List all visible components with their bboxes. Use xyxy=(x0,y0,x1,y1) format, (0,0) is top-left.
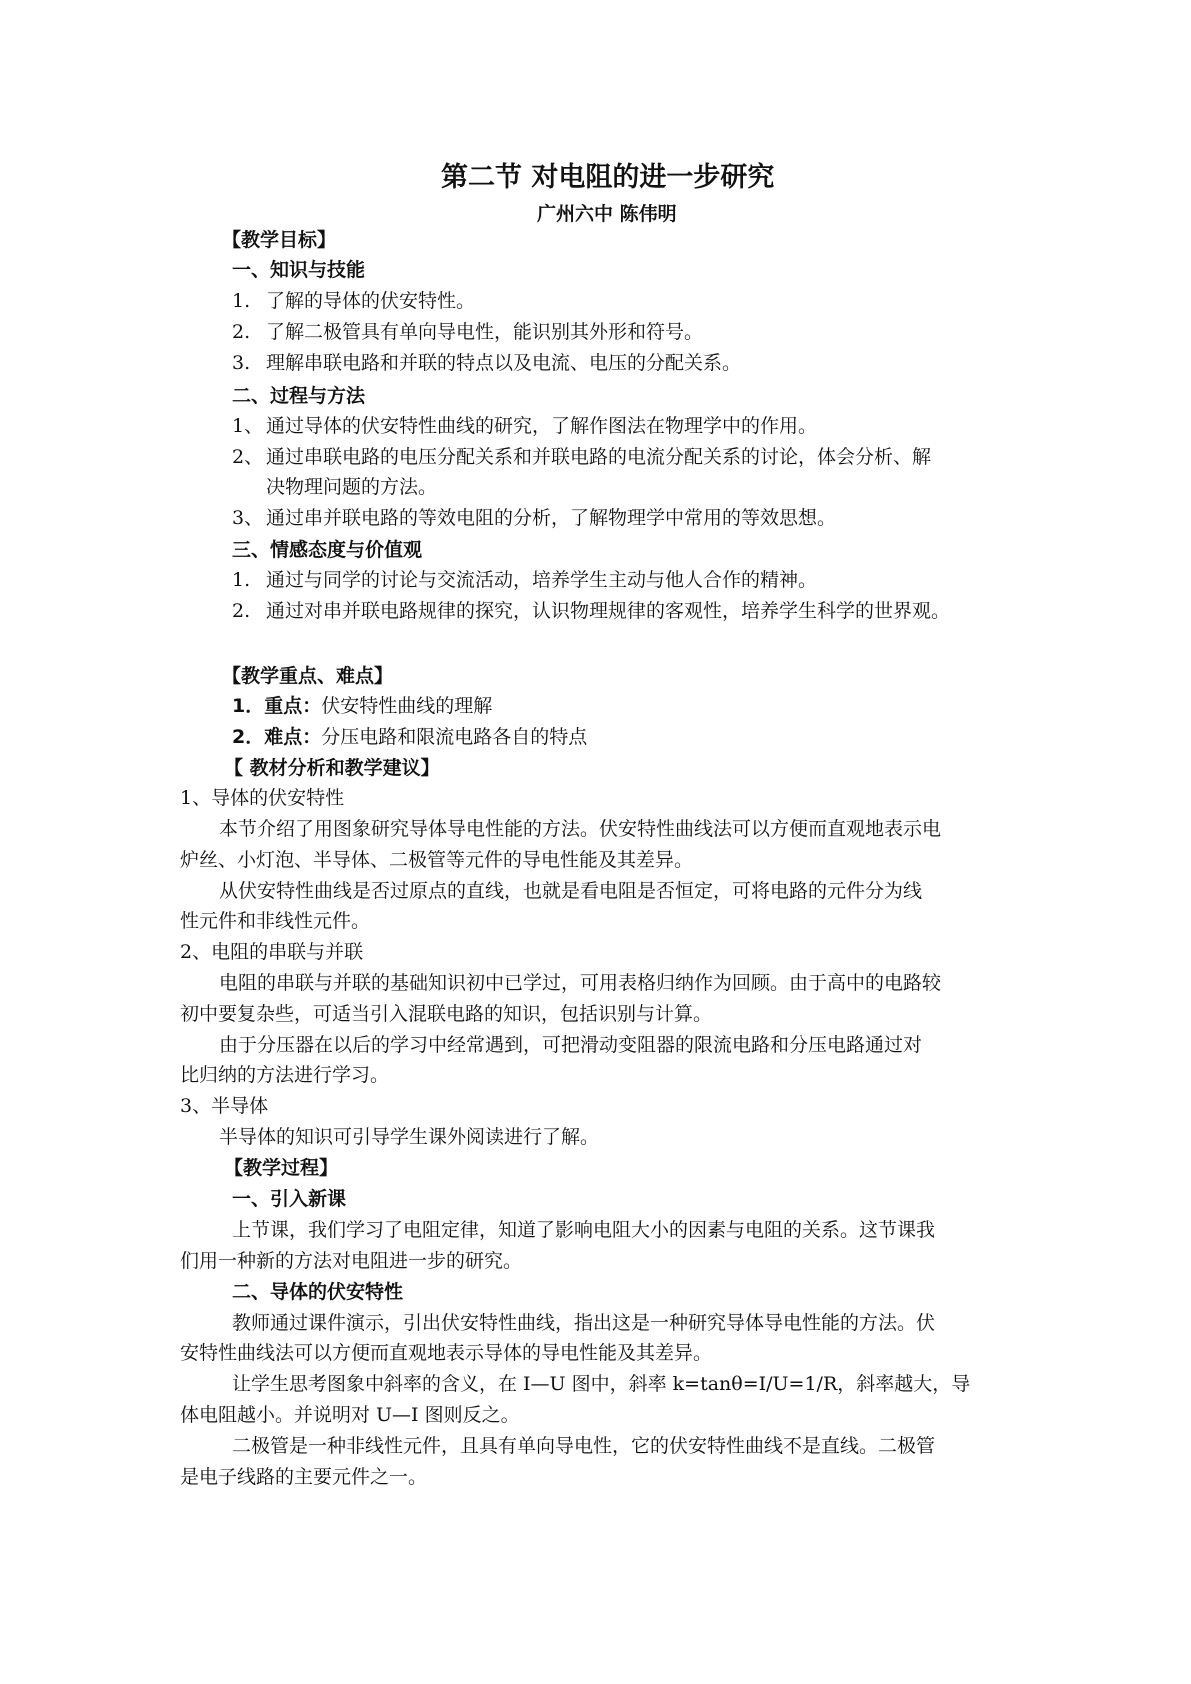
analysis-heading: 【 教材分析和教学建议】 xyxy=(224,757,440,779)
keypoint-item xyxy=(232,693,492,719)
item-text: 了解二极管具有单向导电性，能识别其外形和符号。 xyxy=(266,321,704,343)
item-number: 2. xyxy=(232,321,251,343)
paragraph-line: 教师通过课件演示，引出伏安特性曲线，指出这是一种研究导体导电性能的方法。伏 xyxy=(232,1312,936,1334)
paragraph-line: 体电阻越小。并说明对 U—I 图则反之。 xyxy=(180,1404,520,1426)
goals-sec3-heading: 三、情感态度与价值观 xyxy=(232,539,423,561)
paragraph-line: 半导体的知识可引导学生课外阅读进行了解。 xyxy=(219,1126,600,1148)
analysis-s2-title: 2、电阻的串联与并联 xyxy=(180,941,364,963)
paragraph-line: 让学生思考图象中斜率的含义，在 I—U 图中，斜率 k=tanθ=I/U=1/R，斜率越大，导 xyxy=(232,1373,971,1395)
goals-sec1-item xyxy=(232,350,741,376)
item-text: 通过串并联电路的等效电阻的分析，了解物理学中常用的等效思想。 xyxy=(266,507,837,529)
item-number: 3、 xyxy=(232,507,264,529)
process-heading: 【教学过程】 xyxy=(224,1157,339,1179)
goals-sec3-item xyxy=(232,567,817,593)
goals-sec2-item xyxy=(232,413,817,439)
analysis-s1-title: 1、导体的伏安特性 xyxy=(180,787,345,809)
goals-sec1-item xyxy=(232,288,475,314)
author-line: 广州六中 陈伟明 xyxy=(537,203,677,225)
item-number: 2、 xyxy=(232,446,264,468)
item-text: 通过与同学的讨论与交流活动，培养学生主动与他人合作的精神。 xyxy=(266,569,818,591)
paragraph-line: 是电子线路的主要元件之一。 xyxy=(180,1466,428,1488)
goals-sec1-item xyxy=(232,319,703,345)
paragraph-line: 上节课，我们学习了电阻定律，知道了影响电阻大小的因素与电阻的关系。这节课我 xyxy=(232,1219,936,1241)
keypoint-label: 2．难点： xyxy=(232,726,322,748)
keypoint-item xyxy=(232,724,587,750)
item-number: 2. xyxy=(232,600,251,622)
paragraph-line: 由于分压器在以后的学习中经常遇到，可把滑动变阻器的限流电路和分压电路通过对 xyxy=(219,1034,923,1056)
keypoint-text: 伏安特性曲线的理解 xyxy=(321,695,493,717)
item-number: 1. xyxy=(232,290,251,312)
item-number: 3. xyxy=(232,352,251,374)
item-number: 1. xyxy=(232,569,251,591)
keypoint-label: 1．重点： xyxy=(232,695,322,717)
goals-sec1-heading: 一、知识与技能 xyxy=(232,259,366,281)
item-text: 了解的导体的伏安特性。 xyxy=(266,290,476,312)
keypoint-text: 分压电路和限流电路各自的特点 xyxy=(321,726,588,748)
item-text-continued: 决物理问题的方法。 xyxy=(266,476,438,498)
paragraph-line: 电阻的串联与并联的基础知识初中已学过，可用表格归纳作为回顾。由于高中的电路较 xyxy=(219,972,942,994)
goals-heading: 【教学目标】 xyxy=(222,229,337,251)
goals-sec3-item xyxy=(232,598,950,624)
goals-sec2-item xyxy=(232,444,931,470)
keypoints-heading: 【教学重点、难点】 xyxy=(222,665,394,687)
paragraph-line: 本节介绍了用图象研究导体导电性能的方法。伏安特性曲线法可以方便而直观地表示电 xyxy=(219,818,942,840)
item-text: 通过对串并联电路规律的探究，认识物理规律的客观性，培养学生科学的世界观。 xyxy=(266,600,951,622)
paragraph-line: 从伏安特性曲线是否过原点的直线，也就是看电阻是否恒定，可将电路的元件分为线 xyxy=(219,880,923,902)
paragraph-line: 比归纳的方法进行学习。 xyxy=(180,1064,390,1086)
paragraph-line: 初中要复杂些，可适当引入混联电路的知识，包括识别与计算。 xyxy=(180,1003,713,1025)
item-text: 理解串联电路和并联的特点以及电流、电压的分配关系。 xyxy=(266,352,742,374)
paragraph-line: 们用一种新的方法对电阻进一步的研究。 xyxy=(180,1250,523,1272)
page-title: 第二节 对电阻的进一步研究 xyxy=(441,162,775,193)
process-part2-heading: 二、导体的伏安特性 xyxy=(232,1281,404,1303)
analysis-s3-title: 3、半导体 xyxy=(180,1095,269,1117)
paragraph-line: 安特性曲线法可以方便而直观地表示导体的导电性能及其差异。 xyxy=(180,1342,713,1364)
item-text: 通过导体的伏安特性曲线的研究，了解作图法在物理学中的作用。 xyxy=(266,415,818,437)
paragraph-line: 性元件和非线性元件。 xyxy=(180,910,371,932)
process-part1-heading: 一、引入新课 xyxy=(232,1188,347,1210)
item-number: 1、 xyxy=(232,415,264,437)
paragraph-line: 二极管是一种非线性元件，且具有单向导电性，它的伏安特性曲线不是直线。二极管 xyxy=(232,1435,936,1457)
goals-sec2-item xyxy=(232,505,836,531)
goals-sec2-heading: 二、过程与方法 xyxy=(232,385,366,407)
item-text: 通过串联电路的电压分配关系和并联电路的电流分配关系的讨论，体会分析、解 xyxy=(266,446,932,468)
paragraph-line: 炉丝、小灯泡、半导体、二极管等元件的导电性能及其差异。 xyxy=(180,849,694,871)
